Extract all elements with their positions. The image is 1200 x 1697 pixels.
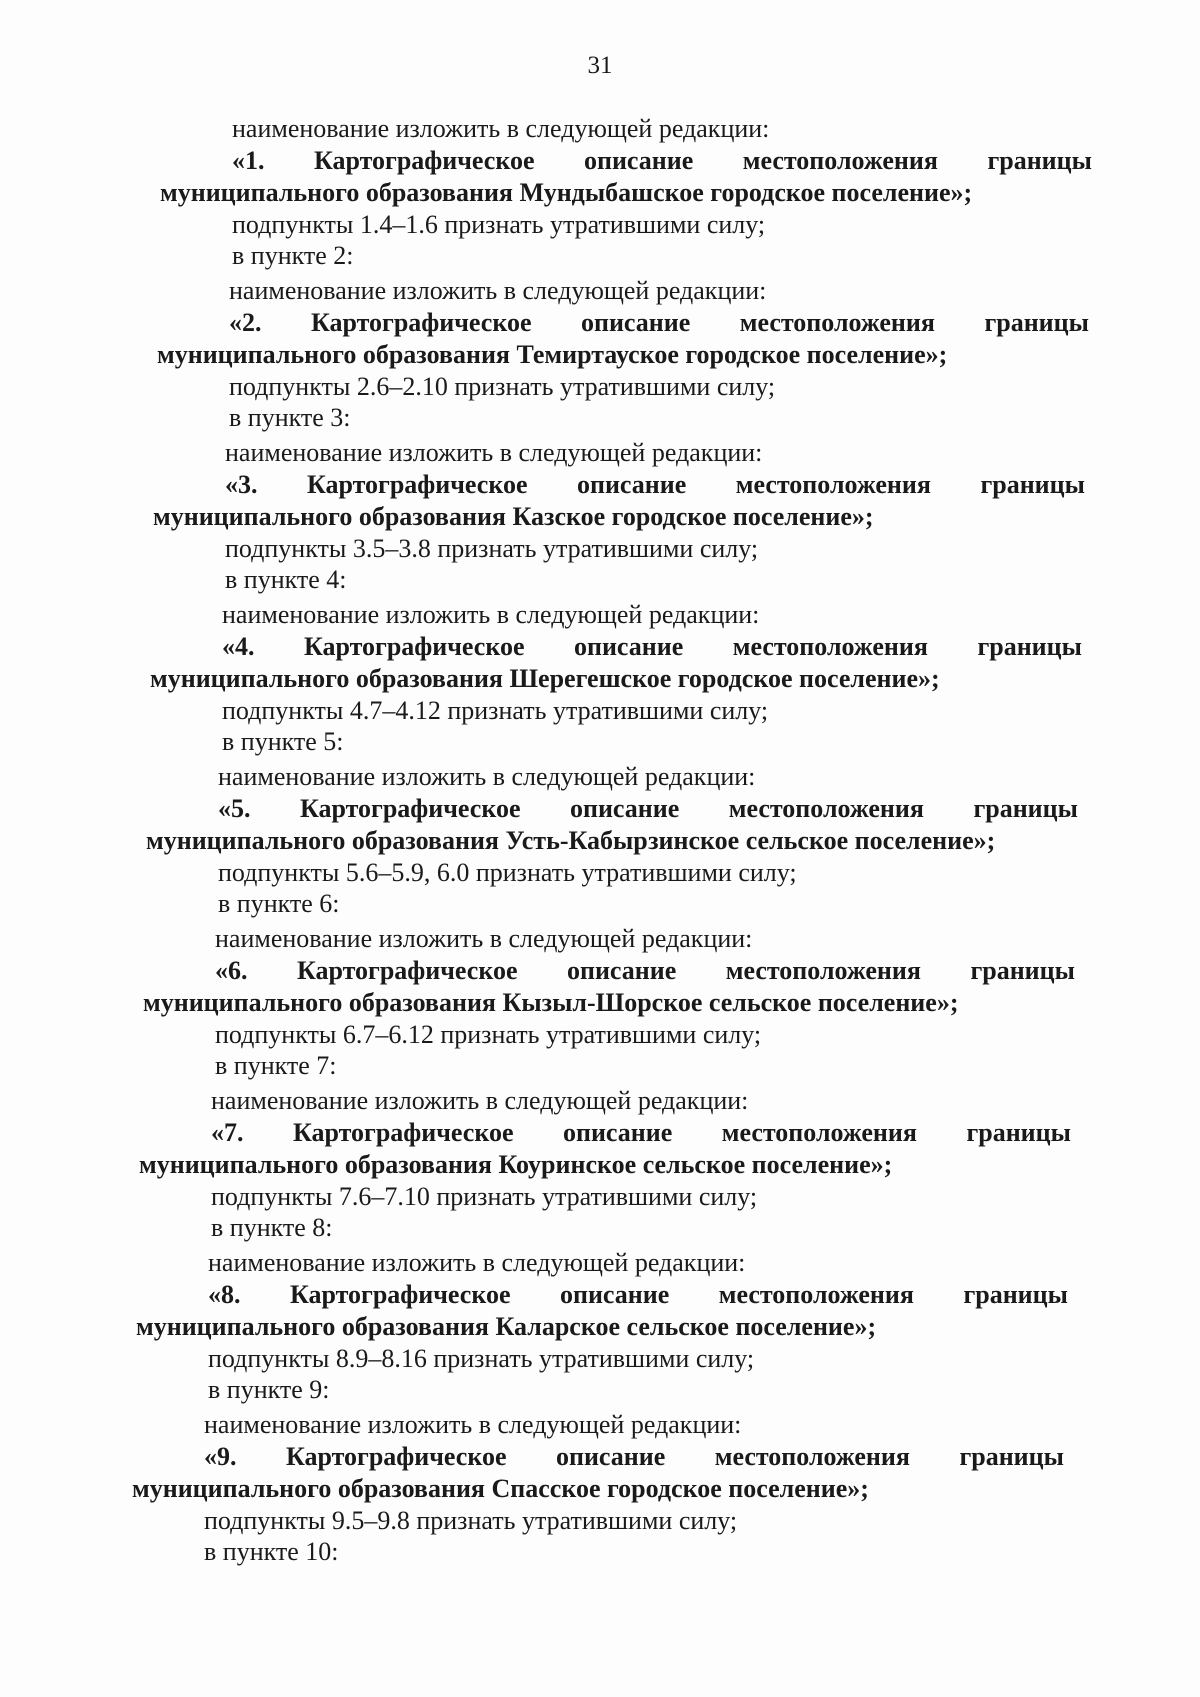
section-heading-8 (208, 1280, 1068, 1310)
section-heading-1 (232, 146, 1092, 176)
heading-continuation: муниципального образования Спасское городское поселение»; (132, 1474, 869, 1503)
heading-number: «9. (204, 1442, 237, 1471)
heading-word: описание (555, 1442, 666, 1471)
item-reference: в пункте 2: (232, 241, 354, 270)
rename-instruction: наименование изложить в следующей редакции: (232, 114, 770, 143)
heading-number: «3. (225, 470, 258, 499)
heading-word: местоположения (739, 308, 935, 337)
heading-number: «4. (222, 632, 255, 661)
heading-continuation: муниципального образования Мундыбашское городское поселение»; (160, 178, 973, 207)
item-reference: в пункте 6: (218, 889, 340, 918)
item-reference: в пункте 3: (229, 403, 351, 432)
heading-word: местоположения (714, 1442, 910, 1471)
repeal-subitems: подпункты 4.7–4.12 признать утратившими силу; (222, 696, 769, 725)
heading-word: границы (977, 632, 1082, 661)
heading-word: границы (963, 1280, 1068, 1309)
heading-word: описание (569, 794, 680, 823)
heading-word: Картографическое (306, 470, 528, 499)
heading-continuation: муниципального образования Казское городское поселение»; (153, 502, 874, 531)
heading-word: Картографическое (289, 1280, 511, 1309)
heading-word: местоположения (728, 794, 924, 823)
rename-instruction: наименование изложить в следующей редакции: (225, 438, 763, 467)
item-reference: в пункте 10: (204, 1537, 339, 1566)
heading-continuation: муниципального образования Темиртауское городское поселение»; (157, 340, 948, 369)
rename-instruction: наименование изложить в следующей редакции: (215, 924, 753, 953)
heading-word: описание (576, 470, 687, 499)
heading-word: границы (970, 956, 1075, 985)
heading-word: Картографическое (285, 1442, 507, 1471)
heading-word: границы (980, 470, 1085, 499)
heading-word: Картографическое (299, 794, 521, 823)
heading-word: местоположения (735, 470, 931, 499)
heading-word: описание (566, 956, 677, 985)
heading-word: Картографическое (292, 1118, 514, 1147)
heading-word: местоположения (725, 956, 921, 985)
rename-instruction: наименование изложить в следующей редакции: (211, 1086, 749, 1115)
section-heading-4 (222, 632, 1082, 662)
heading-continuation: муниципального образования Кызыл-Шорское сельское поселение»; (143, 988, 959, 1017)
heading-word: Картографическое (303, 632, 525, 661)
rename-instruction: наименование изложить в следующей редакции: (229, 276, 767, 305)
item-reference: в пункте 8: (211, 1213, 333, 1242)
item-reference: в пункте 9: (208, 1375, 330, 1404)
repeal-subitems: подпункты 7.6–7.10 признать утратившими силу; (211, 1182, 758, 1211)
heading-word: описание (583, 146, 694, 175)
heading-word: описание (573, 632, 684, 661)
heading-number: «6. (215, 956, 248, 985)
heading-word: описание (559, 1280, 670, 1309)
page-number: 31 (587, 52, 613, 79)
section-heading-2 (229, 308, 1089, 338)
heading-word: местоположения (718, 1280, 914, 1309)
heading-word: местоположения (732, 632, 928, 661)
repeal-subitems: подпункты 9.5–9.8 признать утратившими силу; (204, 1506, 738, 1535)
heading-number: «1. (232, 146, 265, 175)
heading-continuation: муниципального образования Шерегешское городское поселение»; (150, 664, 940, 693)
section-heading-6 (215, 956, 1075, 986)
heading-number: «2. (229, 308, 262, 337)
heading-word: границы (987, 146, 1092, 175)
section-heading-9 (204, 1442, 1064, 1472)
heading-word: границы (984, 308, 1089, 337)
repeal-subitems: подпункты 2.6–2.10 признать утратившими силу; (229, 372, 776, 401)
repeal-subitems: подпункты 1.4–1.6 признать утратившими силу; (232, 210, 766, 239)
item-reference: в пункте 4: (225, 565, 347, 594)
rename-instruction: наименование изложить в следующей редакции: (222, 600, 760, 629)
repeal-subitems: подпункты 3.5–3.8 признать утратившими силу; (225, 534, 759, 563)
heading-continuation: муниципального образования Усть-Кабырзинское сельское поселение»; (146, 826, 996, 855)
heading-number: «8. (208, 1280, 241, 1309)
item-reference: в пункте 5: (222, 727, 344, 756)
heading-word: границы (959, 1442, 1064, 1471)
heading-word: границы (966, 1118, 1071, 1147)
section-heading-3 (225, 470, 1085, 500)
rename-instruction: наименование изложить в следующей редакции: (208, 1248, 746, 1277)
section-heading-5 (218, 794, 1078, 824)
heading-word: границы (973, 794, 1078, 823)
heading-word: Картографическое (313, 146, 535, 175)
heading-word: описание (562, 1118, 673, 1147)
rename-instruction: наименование изложить в следующей редакции: (218, 762, 756, 791)
repeal-subitems: подпункты 5.6–5.9, 6.0 признать утратившими силу; (218, 858, 797, 887)
heading-continuation: муниципального образования Коуринское сельское поселение»; (139, 1150, 893, 1179)
rename-instruction: наименование изложить в следующей редакции: (204, 1410, 742, 1439)
heading-number: «5. (218, 794, 251, 823)
heading-word: Картографическое (310, 308, 532, 337)
heading-word: Картографическое (296, 956, 518, 985)
heading-word: описание (580, 308, 691, 337)
repeal-subitems: подпункты 6.7–6.12 признать утратившими силу; (215, 1020, 762, 1049)
heading-number: «7. (211, 1118, 244, 1147)
heading-word: местоположения (742, 146, 938, 175)
item-reference: в пункте 7: (215, 1051, 337, 1080)
repeal-subitems: подпункты 8.9–8.16 признать утратившими силу; (208, 1344, 755, 1373)
heading-word: местоположения (721, 1118, 917, 1147)
heading-continuation: муниципального образования Каларское сельское поселение»; (136, 1312, 877, 1341)
section-heading-7 (211, 1118, 1071, 1148)
